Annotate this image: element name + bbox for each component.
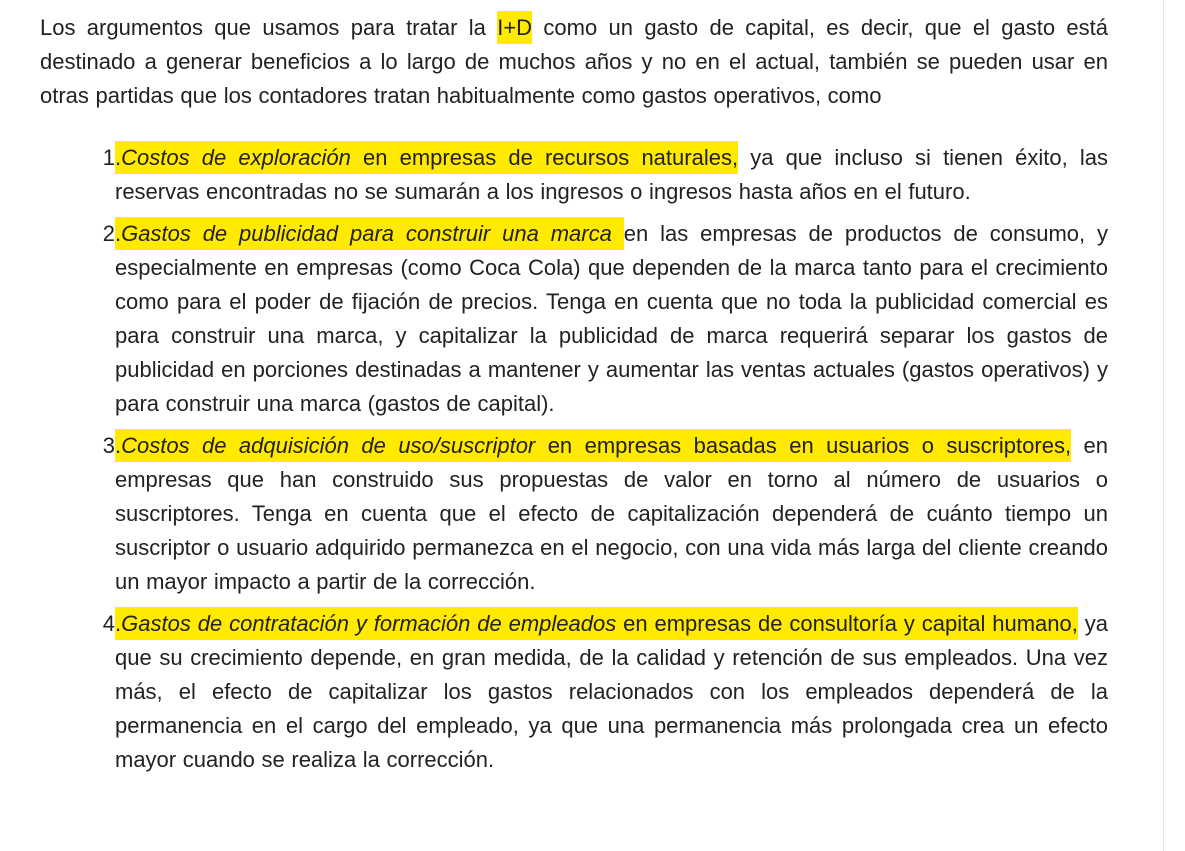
intro-paragraph — [40, 11, 1108, 113]
list-item-dot: . — [115, 145, 122, 170]
list-item-highlight — [115, 429, 1071, 462]
list-item-dot: . — [115, 221, 122, 246]
list-item-number: 3 — [102, 433, 115, 458]
list-item-highlight-text: en empresas de recursos naturales, — [350, 145, 739, 170]
list-item — [102, 141, 1108, 209]
list-item-number: 4 — [102, 611, 115, 636]
expense-list — [40, 141, 1108, 777]
list-item-text: en las empresas de productos de consumo, y especialmente en empresas (como Coca Cola) que dependen de la marca tanto para el crecimiento como para el poder de fijación de precios. Tenga en cuenta que no toda la publicidad comercial es para construir una marca, y capitalizar la publicidad de marca requerirá separar los gastos de publicidad en porciones destinadas a mantener y aumentar las ventas actuales (gastos operativos) y para construir una marca (gastos de capital). — [115, 221, 1108, 416]
article-body — [40, 11, 1108, 785]
list-item-highlight — [115, 217, 624, 250]
list-item-title: Costos de exploración — [121, 145, 351, 170]
list-item-text: ya que su crecimiento depende, en gran medida, de la calidad y retención de sus empleados. Una vez más, el efecto de capitalizar los gastos relacionados con los empleados dependerá de la permanencia en el cargo del empleado, ya que una permanencia más prolongada crea un efecto mayor cuando se realiza la corrección. — [115, 611, 1108, 772]
list-item-highlight-text — [612, 221, 624, 246]
list-item-highlight-text: en empresas de consultoría y capital humano, — [616, 611, 1078, 636]
list-item — [102, 607, 1108, 777]
list-item-text: ya que incluso si tienen éxito, las reservas encontradas no se sumarán a los ingresos o ingresos hasta años en el futuro. — [115, 145, 1108, 204]
list-item-number: 1 — [102, 145, 115, 170]
list-item-number: 2 — [102, 221, 115, 246]
list-item-text: en empresas que han construido sus propuestas de valor en torno al número de usuarios o suscriptores. Tenga en cuenta que el efecto de capitalización dependerá de cuánto tiempo un suscriptor o usuario adquirido permanezca en el negocio, con una vida más larga del cliente creando un mayor impacto a partir de la corrección. — [115, 433, 1108, 594]
list-item-title: Gastos de publicidad para construir una marca — [121, 221, 612, 246]
intro-highlight: I+D — [497, 11, 532, 44]
intro-text-after: como un gasto de capital, es decir, que el gasto está destinado a generar beneficios a lo largo de muchos años y no en el actual, también se pueden usar en otras partidas que los contadores tratan habitualmente como gastos operativos, como — [40, 15, 1108, 108]
list-item-dot: . — [115, 433, 122, 458]
page-edge-divider — [1163, 0, 1164, 851]
list-item-title: Costos de adquisición de uso/suscriptor — [121, 433, 536, 458]
list-item-dot: . — [115, 611, 122, 636]
list-item — [102, 217, 1108, 421]
list-item-highlight — [115, 607, 1078, 640]
list-item-highlight — [115, 141, 738, 174]
list-item-title: Gastos de contratación y formación de empleados — [121, 611, 617, 636]
intro-text-before: Los argumentos que usamos para tratar la — [40, 15, 498, 40]
list-item-highlight-text: en empresas basadas en usuarios o suscriptores, — [535, 433, 1072, 458]
list-item — [102, 429, 1108, 599]
